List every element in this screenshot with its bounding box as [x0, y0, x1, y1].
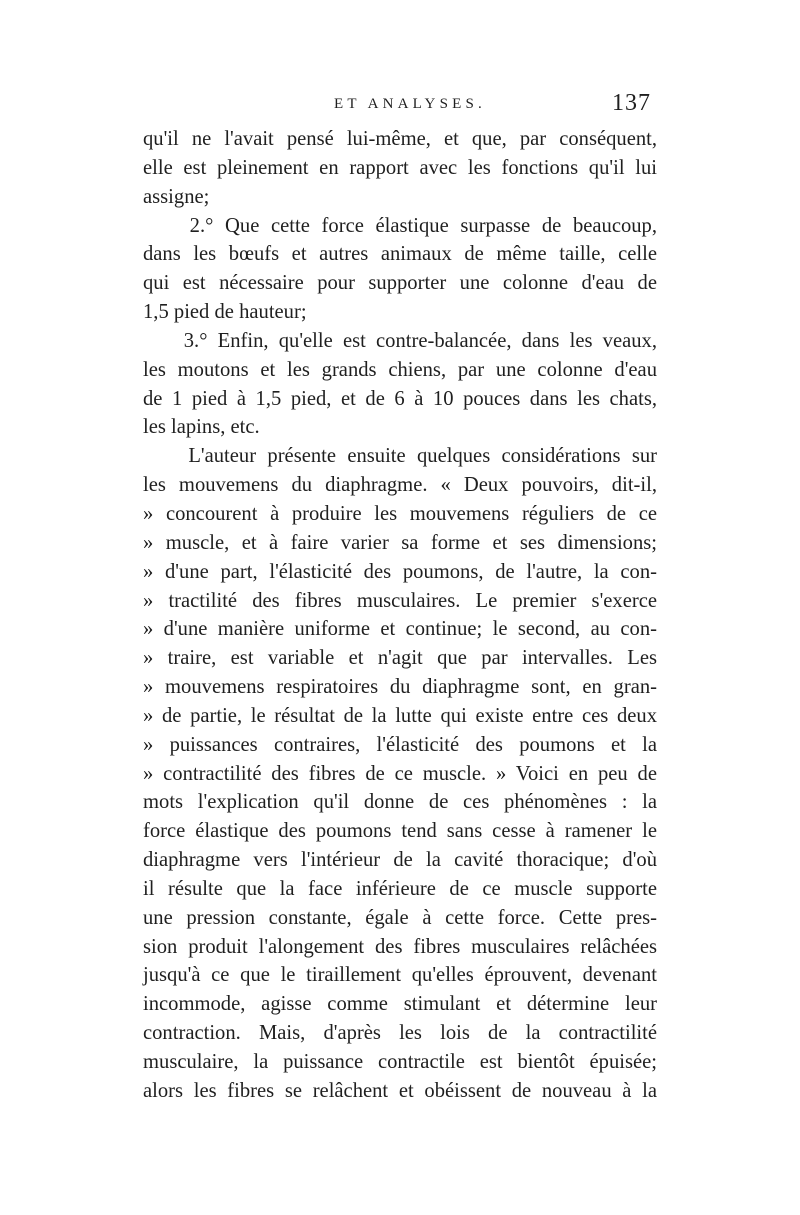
text-line: contraction. Mais, d'après les lois de la contractilité [143, 1022, 657, 1045]
text-line: » puissances contraires, l'élasticité des poumons et la [143, 733, 657, 756]
text-line: » mouvemens respiratoires du diaphragme sont, en gran- [143, 676, 657, 699]
text-line: il résulte que la face inférieure de ce muscle supporte [143, 877, 657, 900]
text-line: alors les fibres se relâchent et obéissent de nouveau à la [143, 1079, 657, 1102]
text-line: mots l'explication qu'il donne de ces phénomènes : la [143, 791, 657, 814]
text-line: » d'une manière uniforme et continue; le second, au con- [143, 618, 657, 641]
text-line: les moutons et les grands chiens, par une colonne d'eau [143, 358, 657, 381]
text-line: » traire, est variable et n'agit que par intervalles. Les [143, 647, 657, 670]
text-line: » contractilité des fibres de ce muscle. » Voici en peu de [143, 762, 657, 785]
text-line: qui est nécessaire pour supporter une colonne d'eau de [143, 272, 657, 295]
text-line: de 1 pied à 1,5 pied, et de 6 à 10 pouces dans les chats, [143, 387, 657, 410]
text-line: qu'il ne l'avait pensé lui-même, et que, par conséquent, [143, 128, 657, 150]
text-line: force élastique des poumons tend sans cesse à ramener le [143, 820, 657, 843]
text-line: sion produit l'alongement des fibres musculaires relâchées [143, 935, 657, 958]
running-title: ET ANALYSES. [334, 96, 486, 112]
text-line: 1,5 pied de hauteur; [143, 301, 307, 324]
text-line: » muscle, et à faire varier sa forme et ses dimensions; [143, 531, 657, 554]
body-text [143, 125, 657, 1106]
text-line: les mouvemens du diaphragme. « Deux pouvoirs, dit-il, [143, 474, 657, 497]
text-line: une pression constante, égale à cette force. Cette pres- [143, 906, 657, 929]
text-line: elle est pleinement en rapport avec les fonctions qu'il lui [143, 156, 657, 179]
text-line: » d'une part, l'élasticité des poumons, de l'autre, la con- [143, 560, 657, 583]
text-line: 3.° Enfin, qu'elle est contre-balancée, dans les veaux, [143, 329, 657, 352]
text-line: 2.° Que cette force élastique surpasse de beaucoup, [143, 214, 657, 237]
text-line: assigne; [143, 185, 210, 208]
text-line: jusqu'à ce que le tiraillement qu'elles éprouvent, devenant [143, 964, 657, 987]
text-line: L'auteur présente ensuite quelques considérations sur [143, 445, 657, 468]
text-line: musculaire, la puissance contractile est bientôt épuisée; [143, 1051, 657, 1073]
text-line: les lapins, etc. [143, 416, 260, 439]
text-line: dans les bœufs et autres animaux de même taille, celle [143, 243, 657, 266]
page-number: 137 [612, 90, 651, 116]
running-head [0, 92, 800, 122]
text-line: diaphragme vers l'intérieur de la cavité thoracique; d'où [143, 849, 657, 872]
text-line: » concourent à produire les mouvemens réguliers de ce [143, 502, 657, 525]
text-line: incommode, agisse comme stimulant et détermine leur [143, 993, 657, 1016]
text-line: » tractilité des fibres musculaires. Le premier s'exerce [143, 589, 657, 612]
text-line: » de partie, le résultat de la lutte qui existe entre ces deux [143, 704, 657, 727]
